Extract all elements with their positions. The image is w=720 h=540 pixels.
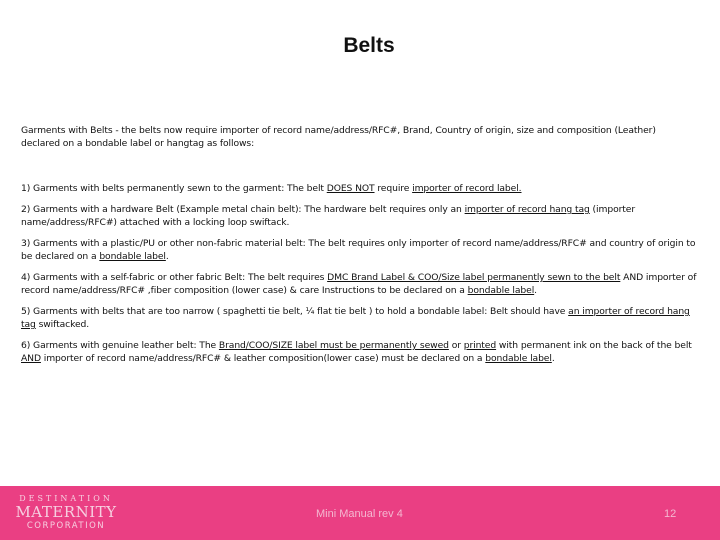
text-run: importer of record name/address/RFC# & leather composition(lower case) must be declared on a xyxy=(40,353,486,364)
underlined-text: Brand/COO/SIZE label must be permanently sewed xyxy=(218,340,449,351)
belt-rule-4 xyxy=(21,271,697,297)
underlined-text: an importer of record hang tag xyxy=(21,306,690,330)
text-run: swiftacked. xyxy=(35,319,90,330)
belt-rule-2 xyxy=(21,203,697,229)
text-run: AND importer of record name/address/RFC# ,fiber composition (lower case) & care Instructions to be declared on a xyxy=(21,272,697,296)
text-run: 5) Garments with belts that are too narrow ( spaghetti tie belt, ¼ flat tie belt ) to hold a bondable label: Belt should have xyxy=(21,306,569,317)
logo-line-maternity: MATERNITY xyxy=(15,503,117,521)
belt-rule-6 xyxy=(21,339,697,365)
underlined-text: importer of record hang tag xyxy=(464,204,590,215)
text-run: (importer name/address/RFC#) attached with a locking loop swiftack. xyxy=(21,204,636,228)
text-run: require xyxy=(374,183,413,194)
underlined-text: DMC Brand Label & COO/Size label permanently sewn to the belt xyxy=(327,272,621,283)
underlined-text: bondable label xyxy=(467,285,535,296)
belt-rule-3 xyxy=(21,237,697,263)
text-run: 3) Garments with a plastic/PU or other non-fabric material belt: The belt requires only importer of record name/address/RFC# and country of origin to be declared on a xyxy=(21,238,696,262)
footer-text: Mini Manual rev 4 xyxy=(316,508,403,520)
belt-rule-5 xyxy=(21,305,697,331)
text-run: with permanent ink on the back of the belt xyxy=(496,340,692,351)
logo-line-destination: DESTINATION xyxy=(19,494,113,503)
slide-title: Belts xyxy=(343,34,395,57)
text-run: . xyxy=(551,353,555,364)
page-number: 12 xyxy=(664,508,677,520)
underlined-text: DOES NOT xyxy=(326,183,375,194)
text-run: 6) Garments with genuine leather belt: The xyxy=(21,340,219,351)
text-run: 4) Garments with a self-fabric or other fabric Belt: The belt requires xyxy=(21,272,328,283)
text-run: . xyxy=(165,251,169,262)
underlined-text: printed xyxy=(463,340,497,351)
text-run: 2) Garments with a hardware Belt (Example metal chain belt): The hardware belt requires only an xyxy=(21,204,465,215)
company-logo xyxy=(12,494,120,531)
intro-paragraph: Garments with Belts - the belts now require importer of record name/address/RFC#, Brand, Country of origin, size and composition (Leather) declared on a bondable label or hangtag as follows: xyxy=(21,125,656,149)
underlined-text: importer of record label. xyxy=(412,183,522,194)
underlined-text: bondable label xyxy=(99,251,166,262)
logo-line-corporation: CORPORATION xyxy=(26,521,106,531)
footer-bar xyxy=(0,486,720,540)
text-run: . xyxy=(534,285,537,296)
text-run: or xyxy=(448,340,464,351)
underlined-text: bondable label xyxy=(485,353,552,364)
underlined-text: AND xyxy=(21,353,41,364)
slide-body xyxy=(21,124,697,373)
text-run: 1) Garments with belts permanently sewn to the garment: The belt xyxy=(21,183,327,194)
belt-rule-1 xyxy=(21,182,697,195)
